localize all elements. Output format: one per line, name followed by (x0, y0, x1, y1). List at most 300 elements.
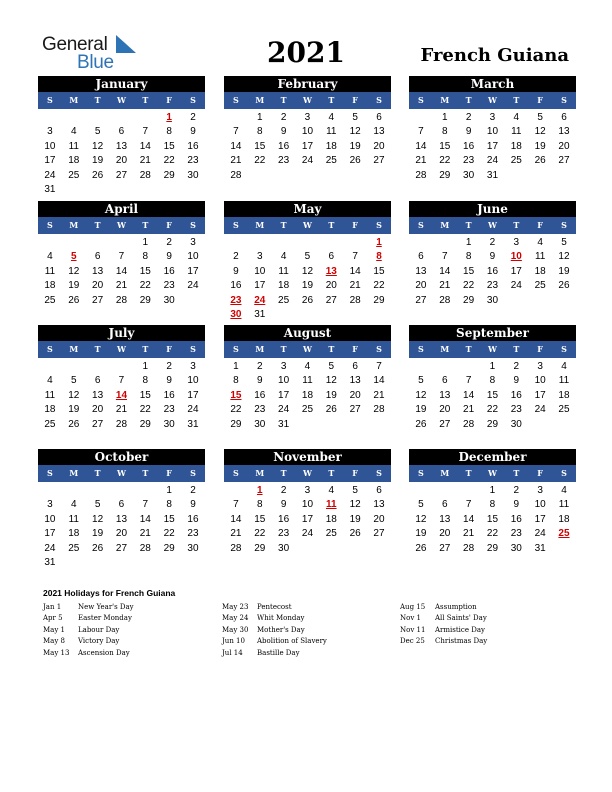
week-row (224, 374, 391, 388)
day-cell: 18 (534, 265, 546, 277)
weekday-label: M (69, 344, 79, 354)
day-cell (409, 236, 433, 250)
weekday-label: T (465, 220, 472, 230)
day-cell: 18 (558, 389, 570, 401)
day-cell: 28 (439, 294, 451, 306)
day-cell: 3 (256, 251, 263, 263)
day-cell: 7 (118, 251, 125, 263)
week-row (409, 484, 576, 498)
weekday-label: F (537, 344, 543, 354)
weekday-label: S (47, 468, 53, 478)
week-row (224, 250, 391, 264)
day-cell: 12 (558, 251, 570, 263)
weekday-header (409, 92, 576, 109)
holiday-item (43, 613, 134, 624)
week-row (38, 556, 205, 570)
week-row (224, 513, 391, 527)
day-cell: 19 (415, 528, 427, 540)
day-cell: 6 (376, 112, 382, 123)
holiday-day-cell: 10 (510, 251, 522, 263)
day-cell (86, 484, 110, 498)
day-cell (433, 360, 457, 374)
weekday-header (38, 217, 205, 234)
day-cell: 23 (278, 155, 290, 167)
month-october (38, 449, 205, 570)
day-cell: 26 (92, 169, 104, 181)
day-cell: 20 (349, 389, 361, 401)
day-cell (433, 236, 457, 250)
day-cell: 17 (486, 140, 499, 152)
weekday-label: S (47, 220, 53, 230)
day-cell: 21 (349, 280, 361, 292)
day-cell: 5 (70, 375, 77, 387)
holiday-name: Christmas Day (435, 637, 488, 646)
holiday-name: Pentecost (257, 603, 292, 611)
day-cell: 24 (44, 169, 56, 181)
day-cell: 5 (418, 499, 424, 511)
week-row (224, 111, 391, 125)
day-cell: 21 (439, 280, 451, 292)
day-cell: 7 (441, 251, 448, 263)
day-cell (272, 169, 296, 183)
holiday-day-cell: 23 (230, 294, 242, 306)
day-cell: 3 (280, 361, 287, 372)
holiday-item (222, 636, 327, 647)
month-may (224, 201, 391, 322)
day-cell: 1 (489, 361, 496, 372)
weekday-label: W (302, 468, 312, 478)
day-cell: 24 (534, 404, 546, 416)
weekday-header (224, 217, 391, 234)
day-cell: 29 (486, 418, 499, 430)
month-title: December (409, 449, 576, 465)
week-row (224, 418, 391, 432)
day-cell: 20 (92, 404, 104, 416)
month-title: October (38, 449, 205, 465)
day-cell: 13 (439, 389, 451, 401)
day-cell: 8 (489, 375, 496, 387)
day-cell: 20 (439, 528, 451, 540)
day-cell (62, 183, 86, 197)
week-row (224, 125, 391, 139)
week-row (38, 513, 205, 527)
week-row (409, 389, 576, 403)
day-cell: 23 (510, 528, 522, 540)
day-cell: 18 (68, 155, 80, 167)
day-cell (457, 484, 481, 498)
day-cell: 16 (278, 140, 290, 152)
week-row (409, 374, 576, 388)
day-cell: 17 (301, 140, 314, 152)
day-cell (110, 556, 134, 570)
day-cell: 10 (187, 375, 199, 387)
day-cell (38, 111, 62, 125)
day-cell: 7 (118, 375, 125, 387)
day-cell (433, 484, 457, 498)
day-cell: 6 (441, 375, 448, 387)
day-cell (343, 169, 367, 183)
day-cell: 30 (163, 418, 175, 430)
logo-general-text: General (42, 34, 108, 55)
day-cell: 27 (439, 542, 451, 554)
day-cell: 17 (301, 513, 314, 525)
day-cell: 23 (187, 528, 199, 540)
holiday-date: May 24 (222, 614, 249, 623)
weekday-header (409, 465, 576, 482)
day-cell: 8 (441, 126, 448, 138)
day-cell: 7 (465, 375, 472, 387)
weekday-label: S (376, 468, 382, 478)
week-row (409, 403, 576, 417)
day-cell: 12 (349, 126, 361, 138)
day-cell: 11 (68, 513, 79, 525)
weekday-label: F (352, 344, 358, 354)
holiday-column (43, 602, 134, 659)
weekday-label: F (537, 468, 543, 478)
day-cell: 4 (561, 361, 567, 372)
day-cell: 2 (280, 485, 287, 496)
holiday-date: May 30 (222, 625, 249, 634)
day-cell (38, 484, 62, 498)
day-cell: 20 (92, 280, 104, 292)
weekday-header (38, 341, 205, 358)
day-cell: 19 (301, 280, 314, 292)
month-title: May (224, 201, 391, 217)
day-cell (110, 236, 134, 250)
holiday-item (43, 648, 134, 659)
weekday-label: S (233, 220, 239, 230)
week-row (38, 111, 205, 125)
day-cell: 20 (439, 404, 451, 416)
holiday-day-cell: 1 (376, 237, 382, 248)
day-cell: 18 (68, 528, 80, 540)
day-cell: 28 (115, 294, 128, 306)
day-cell (62, 236, 86, 250)
day-cell: 29 (230, 418, 242, 430)
weekday-label: F (537, 95, 543, 105)
weekday-label: F (352, 95, 358, 105)
day-cell: 12 (92, 513, 104, 525)
week-row (224, 140, 391, 154)
day-cell: 6 (118, 126, 125, 138)
month-title: September (409, 325, 576, 341)
day-cell (552, 294, 576, 308)
day-cell (110, 484, 134, 498)
holidays-heading: 2021 Holidays for French Guiana (43, 588, 176, 598)
week-row (409, 154, 576, 168)
day-cell: 11 (68, 140, 79, 152)
weekday-label: F (166, 95, 172, 105)
day-cell: 24 (301, 528, 314, 540)
week-row (409, 527, 576, 541)
holiday-date: Nov 11 (400, 625, 426, 634)
day-cell: 11 (44, 265, 56, 277)
day-cell: 15 (486, 513, 499, 525)
week-row (38, 389, 205, 403)
weekday-label: S (233, 95, 239, 105)
holiday-day-cell: 25 (558, 528, 570, 540)
weekday-label: M (440, 220, 450, 230)
day-cell: 9 (280, 126, 287, 138)
weekday-label: S (376, 220, 382, 230)
day-cell (367, 418, 391, 432)
weekday-label: T (465, 468, 472, 478)
day-cell: 5 (352, 485, 358, 496)
day-cell (528, 418, 552, 432)
week-row (38, 294, 205, 308)
day-cell: 8 (256, 499, 263, 511)
holiday-day-cell: 30 (230, 308, 242, 320)
day-cell: 12 (415, 389, 427, 401)
day-cell: 22 (230, 404, 242, 416)
month-title: January (38, 76, 205, 92)
holiday-item (43, 602, 134, 613)
day-cell: 3 (537, 485, 543, 496)
week-row (38, 542, 205, 556)
day-cell: 27 (325, 294, 337, 306)
day-cell (504, 169, 528, 183)
holiday-item (400, 636, 487, 647)
month-december (409, 449, 576, 556)
weekday-label: W (116, 468, 126, 478)
week-row (38, 140, 205, 154)
holiday-day-cell: 1 (256, 485, 263, 496)
weekday-label: F (352, 220, 358, 230)
day-cell: 26 (558, 280, 570, 292)
day-cell: 5 (328, 361, 335, 372)
day-cell: 15 (254, 513, 266, 525)
day-cell: 28 (415, 169, 427, 181)
day-cell: 13 (373, 499, 385, 511)
day-cell (296, 542, 320, 556)
day-cell (224, 236, 248, 250)
day-cell (38, 236, 62, 250)
day-cell: 16 (163, 389, 175, 401)
day-cell: 25 (325, 155, 337, 167)
week-row (224, 279, 391, 293)
day-cell: 20 (373, 140, 385, 152)
day-cell: 21 (139, 155, 151, 167)
day-cell: 26 (68, 418, 80, 430)
weekday-label: T (465, 344, 472, 354)
day-cell (62, 556, 86, 570)
day-cell: 14 (415, 140, 427, 152)
day-cell: 4 (561, 485, 567, 496)
day-cell: 23 (510, 404, 522, 416)
holiday-name: Assumption (435, 603, 477, 611)
day-cell: 18 (558, 513, 570, 525)
day-cell: 13 (558, 126, 570, 138)
day-cell: 31 (278, 418, 290, 430)
logo-blue-text: Blue (77, 52, 114, 73)
day-cell: 16 (486, 265, 499, 277)
day-cell: 2 (465, 112, 472, 123)
day-cell: 17 (534, 389, 546, 401)
day-cell: 22 (254, 155, 266, 167)
day-cell: 4 (328, 485, 335, 496)
day-cell: 2 (489, 237, 496, 248)
day-cell: 3 (304, 112, 311, 123)
day-cell: 16 (510, 389, 522, 401)
weekday-label: M (440, 95, 450, 105)
day-cell: 26 (415, 418, 427, 430)
day-cell: 2 (166, 361, 172, 372)
weekday-label: S (376, 344, 382, 354)
day-cell (157, 183, 181, 197)
day-cell: 16 (254, 389, 266, 401)
day-cell: 14 (139, 140, 151, 152)
holiday-name: Bastille Day (257, 648, 300, 657)
day-cell: 22 (254, 528, 266, 540)
weekday-label: M (255, 220, 265, 230)
day-cell: 21 (139, 528, 151, 540)
day-cell: 29 (163, 169, 175, 181)
holiday-name: All Saints' Day (435, 614, 487, 623)
day-cell: 16 (463, 140, 475, 152)
day-cell: 23 (187, 155, 199, 167)
day-cell: 28 (139, 542, 151, 554)
day-cell: 1 (166, 485, 172, 496)
day-cell: 27 (439, 418, 451, 430)
week-row (38, 374, 205, 388)
day-cell: 19 (534, 140, 546, 152)
day-cell: 12 (534, 126, 546, 138)
weekday-label: S (190, 220, 196, 230)
day-cell: 7 (142, 499, 149, 511)
day-cell: 28 (349, 294, 361, 306)
day-cell: 17 (534, 513, 546, 525)
week-row (38, 279, 205, 293)
weekday-label: T (465, 95, 472, 105)
day-cell: 24 (187, 280, 199, 292)
weekday-label: S (418, 468, 424, 478)
day-cell: 9 (166, 375, 172, 387)
day-cell: 25 (301, 404, 314, 416)
week-row (224, 294, 391, 308)
day-cell: 18 (44, 280, 56, 292)
day-cell (181, 183, 205, 197)
day-cell: 19 (68, 280, 80, 292)
day-cell: 23 (163, 280, 175, 292)
day-cell: 30 (163, 294, 175, 306)
day-cell (552, 542, 576, 556)
day-cell (62, 111, 86, 125)
day-cell: 22 (439, 155, 451, 167)
day-cell: 31 (44, 556, 56, 568)
day-cell: 21 (415, 155, 427, 167)
day-cell: 15 (163, 140, 175, 152)
week-row (224, 265, 391, 279)
week-row (38, 154, 205, 168)
weekday-label: W (487, 468, 497, 478)
day-cell: 9 (513, 375, 520, 387)
week-row (38, 125, 205, 139)
weekday-label: T (142, 468, 149, 478)
week-row (224, 542, 391, 556)
day-cell: 8 (489, 499, 496, 511)
day-cell: 22 (463, 280, 475, 292)
week-row (409, 542, 576, 556)
day-cell: 2 (513, 361, 520, 372)
month-title: March (409, 76, 576, 92)
day-cell: 11 (511, 126, 522, 138)
weekday-label: W (302, 95, 312, 105)
day-cell: 20 (373, 513, 385, 525)
weekday-label: M (69, 95, 79, 105)
day-cell (367, 169, 391, 183)
day-cell: 2 (190, 485, 196, 496)
day-cell: 9 (489, 251, 496, 263)
weekday-label: W (487, 95, 497, 105)
day-cell: 12 (68, 265, 80, 277)
day-cell: 20 (325, 280, 337, 292)
holiday-name: Easter Monday (78, 614, 132, 623)
day-cell: 21 (463, 404, 475, 416)
weekday-label: T (328, 220, 335, 230)
day-cell: 7 (418, 126, 424, 138)
day-cell: 6 (352, 361, 358, 372)
day-cell: 4 (280, 251, 287, 263)
day-cell (528, 169, 552, 183)
holiday-name: Labour Day (78, 625, 120, 634)
weekday-label: S (190, 468, 196, 478)
day-cell (409, 360, 433, 374)
day-cell: 16 (510, 513, 522, 525)
weekday-label: T (280, 468, 287, 478)
day-cell (296, 308, 320, 322)
weekday-header (224, 92, 391, 109)
day-cell: 15 (486, 389, 499, 401)
day-cell: 17 (44, 155, 56, 167)
day-cell: 5 (537, 112, 543, 123)
week-row (409, 169, 576, 183)
day-cell: 19 (349, 140, 361, 152)
day-cell: 28 (373, 404, 385, 416)
day-cell (86, 556, 110, 570)
day-cell: 9 (256, 375, 263, 387)
week-row (409, 125, 576, 139)
day-cell: 30 (187, 169, 199, 181)
week-row (409, 498, 576, 512)
weekday-header (409, 341, 576, 358)
day-cell: 23 (163, 404, 175, 416)
month-title: July (38, 325, 205, 341)
day-cell (528, 294, 552, 308)
day-cell: 4 (47, 251, 53, 263)
day-cell: 11 (534, 251, 546, 263)
weekday-label: F (166, 344, 172, 354)
day-cell: 31 (187, 418, 199, 430)
day-cell: 22 (373, 280, 385, 292)
weekday-label: S (561, 344, 567, 354)
day-cell (133, 111, 157, 125)
day-cell (248, 236, 272, 250)
week-row (409, 236, 576, 250)
day-cell (248, 169, 272, 183)
day-cell (110, 111, 134, 125)
weekday-label: T (94, 468, 101, 478)
day-cell (62, 484, 86, 498)
day-cell: 3 (304, 485, 311, 496)
month-april (38, 201, 205, 308)
day-cell: 1 (465, 237, 472, 248)
day-cell: 4 (537, 237, 543, 248)
day-cell: 21 (373, 389, 385, 401)
holiday-date: Dec 25 (400, 637, 425, 646)
holiday-name: Ascension Day (78, 648, 130, 657)
weekday-label: T (142, 95, 149, 105)
day-cell (319, 418, 343, 432)
